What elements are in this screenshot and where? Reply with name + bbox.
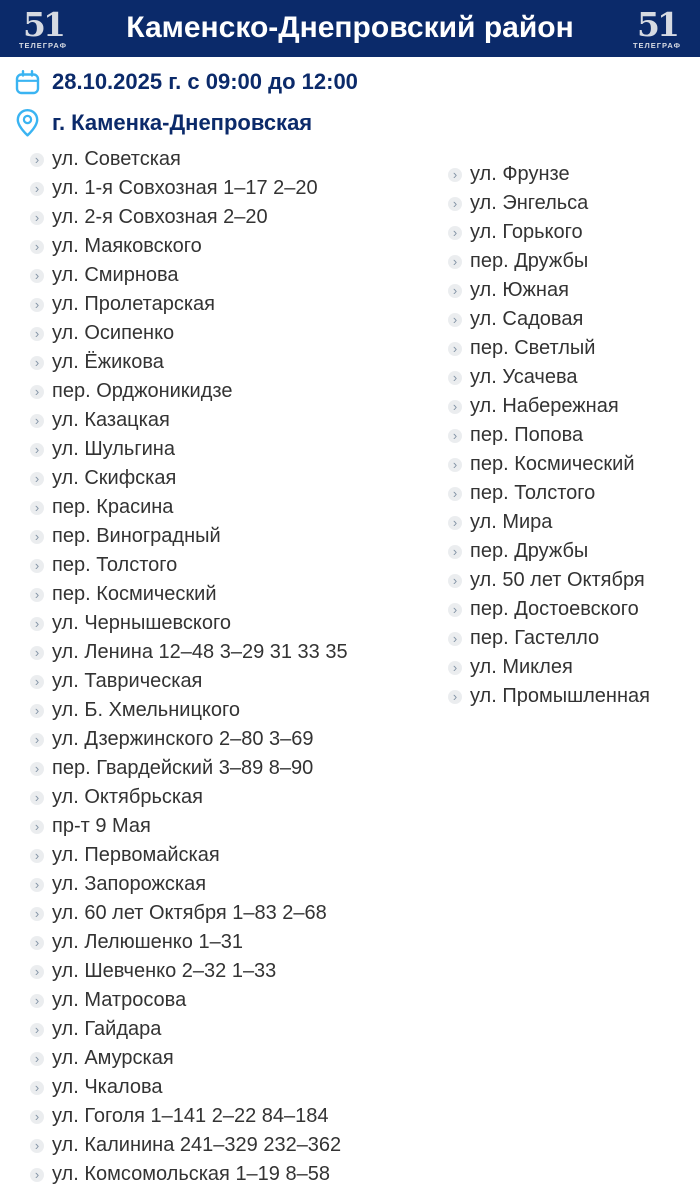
chevron-right-icon: ›: [30, 994, 44, 1008]
chevron-right-icon: ›: [448, 429, 462, 443]
street-item: [448, 624, 650, 653]
street-item: [30, 493, 448, 522]
street-item: [448, 479, 650, 508]
street-item: [30, 551, 448, 580]
street-item: [30, 870, 448, 899]
street-name: ул. Таврическая: [52, 670, 203, 692]
street-name: ул. Миклея: [470, 656, 573, 678]
street-item: [30, 609, 448, 638]
street-item: [448, 653, 650, 682]
street-item: [30, 667, 448, 696]
street-item: [30, 1102, 448, 1131]
chevron-right-icon: ›: [30, 646, 44, 660]
chevron-right-icon: ›: [30, 1139, 44, 1153]
street-item: [30, 290, 448, 319]
street-name: ул. Амурская: [52, 1047, 174, 1069]
street-name: ул. Осипенко: [52, 322, 175, 344]
chevron-right-icon: ›: [30, 182, 44, 196]
chevron-right-icon: ›: [30, 153, 44, 167]
street-name: ул. Лелюшенко 1–31: [52, 931, 243, 953]
street-name: пр-т 9 Мая: [52, 815, 151, 837]
telegraf-51-logo-icon: 51: [23, 5, 63, 45]
street-item: [448, 334, 650, 363]
chevron-right-icon: ›: [30, 356, 44, 370]
calendar-icon: [14, 69, 41, 96]
chevron-right-icon: ›: [30, 1052, 44, 1066]
page-title: Каменско-Днепровский район: [126, 10, 574, 44]
chevron-right-icon: ›: [30, 849, 44, 863]
chevron-right-icon: ›: [30, 269, 44, 283]
street-item: [30, 464, 448, 493]
street-name: пер. Космический: [52, 583, 217, 605]
street-item: [448, 421, 650, 450]
street-name: ул. Пролетарская: [52, 293, 215, 315]
street-item: [448, 595, 650, 624]
street-name: ул. Фрунзе: [470, 163, 570, 185]
telegraf-logo-label: ТЕЛЕГРАФ: [632, 41, 682, 51]
street-item: [448, 305, 650, 334]
chevron-right-icon: ›: [448, 487, 462, 501]
chevron-right-icon: ›: [30, 385, 44, 399]
street-name: ул. 50 лет Октября: [470, 569, 645, 591]
chevron-right-icon: ›: [448, 168, 462, 182]
street-name: ул. Шевченко 2–32 1–33: [52, 960, 277, 982]
schedule-info: [0, 69, 700, 138]
street-name: ул. 1-я Совхозная 1–17 2–20: [52, 177, 318, 199]
street-item: [30, 783, 448, 812]
chevron-right-icon: ›: [448, 545, 462, 559]
street-name: ул. 60 лет Октября 1–83 2–68: [52, 902, 327, 924]
date-row: [14, 69, 700, 95]
chevron-right-icon: ›: [30, 791, 44, 805]
location-pin-icon: [14, 108, 41, 138]
street-item: [448, 160, 650, 189]
street-name: ул. Матросова: [52, 989, 187, 1011]
chevron-right-icon: ›: [30, 211, 44, 225]
chevron-right-icon: ›: [30, 530, 44, 544]
street-item: [30, 348, 448, 377]
street-item: [30, 522, 448, 551]
telegraf-logo-left: [12, 7, 74, 50]
street-name: пер. Дружбы: [470, 250, 589, 272]
street-item: [30, 725, 448, 754]
chevron-right-icon: ›: [448, 313, 462, 327]
chevron-right-icon: ›: [448, 603, 462, 617]
telegraf-logo-right: [626, 7, 688, 50]
street-item: [30, 1044, 448, 1073]
chevron-right-icon: ›: [30, 501, 44, 515]
street-item: [30, 899, 448, 928]
street-item: [30, 232, 448, 261]
street-name: пер. Красина: [52, 496, 174, 518]
street-item: [30, 638, 448, 667]
street-item: [448, 363, 650, 392]
street-item: [30, 928, 448, 957]
street-name: ул. Ёжикова: [52, 351, 164, 373]
street-item: [448, 276, 650, 305]
street-name: ул. Горького: [470, 221, 583, 243]
street-name: пер. Виноградный: [52, 525, 221, 547]
chevron-right-icon: ›: [448, 197, 462, 211]
chevron-right-icon: ›: [30, 907, 44, 921]
chevron-right-icon: ›: [30, 414, 44, 428]
street-name: ул. Первомайская: [52, 844, 220, 866]
chevron-right-icon: ›: [448, 516, 462, 530]
street-item: [30, 580, 448, 609]
street-column-right: [448, 160, 650, 711]
street-item: [448, 566, 650, 595]
street-name: ул. Садовая: [470, 308, 584, 330]
chevron-right-icon: ›: [30, 820, 44, 834]
street-item: [30, 696, 448, 725]
street-item: [30, 1015, 448, 1044]
street-name: пер. Светлый: [470, 337, 596, 359]
chevron-right-icon: ›: [30, 443, 44, 457]
street-item: [448, 450, 650, 479]
street-item: [30, 1160, 448, 1189]
street-name: пер. Гастелло: [470, 627, 600, 649]
street-name: ул. Б. Хмельницкого: [52, 699, 240, 721]
street-name: ул. Гоголя 1–141 2–22 84–184: [52, 1105, 329, 1127]
street-item: [30, 406, 448, 435]
street-name: пер. Попова: [470, 424, 584, 446]
chevron-right-icon: ›: [30, 298, 44, 312]
chevron-right-icon: ›: [448, 458, 462, 472]
chevron-right-icon: ›: [30, 675, 44, 689]
street-item: [30, 841, 448, 870]
street-name: ул. Казацкая: [52, 409, 170, 431]
street-name: ул. Шульгина: [52, 438, 175, 460]
chevron-right-icon: ›: [30, 559, 44, 573]
street-name: ул. Южная: [470, 279, 569, 301]
chevron-right-icon: ›: [30, 588, 44, 602]
street-item: [30, 957, 448, 986]
chevron-right-icon: ›: [30, 733, 44, 747]
chevron-right-icon: ›: [448, 661, 462, 675]
street-item: [30, 145, 448, 174]
street-item: [30, 174, 448, 203]
chevron-right-icon: ›: [448, 400, 462, 414]
chevron-right-icon: ›: [30, 240, 44, 254]
street-name: ул. Энгельса: [470, 192, 589, 214]
street-name: ул. Комсомольская 1–19 8–58: [52, 1163, 330, 1185]
street-item: [448, 189, 650, 218]
chevron-right-icon: ›: [30, 1110, 44, 1124]
chevron-right-icon: ›: [448, 255, 462, 269]
street-name: ул. Мира: [470, 511, 553, 533]
street-name: ул. Гайдара: [52, 1018, 162, 1040]
chevron-right-icon: ›: [448, 632, 462, 646]
street-column-left: [30, 145, 448, 1189]
street-item: [30, 986, 448, 1015]
outage-datetime: 28.10.2025 г. с 09:00 до 12:00: [52, 69, 358, 94]
chevron-right-icon: ›: [30, 617, 44, 631]
street-name: пер. Дружбы: [470, 540, 589, 562]
street-item: [30, 319, 448, 348]
street-name: ул. Советская: [52, 148, 181, 170]
street-item: [448, 392, 650, 421]
street-name: пер. Толстого: [470, 482, 596, 504]
street-item: [448, 218, 650, 247]
street-item: [30, 435, 448, 464]
header-banner: [0, 0, 700, 57]
chevron-right-icon: ›: [448, 342, 462, 356]
street-name: пер. Гвардейский 3–89 8–90: [52, 757, 314, 779]
chevron-right-icon: ›: [30, 704, 44, 718]
chevron-right-icon: ›: [448, 574, 462, 588]
street-item: [30, 812, 448, 841]
street-name: ул. Запорожская: [52, 873, 207, 895]
street-name: ул. Ленина 12–48 3–29 31 33 35: [52, 641, 348, 663]
street-name: ул. Смирнова: [52, 264, 179, 286]
chevron-right-icon: ›: [30, 472, 44, 486]
street-item: [30, 1131, 448, 1160]
chevron-right-icon: ›: [448, 226, 462, 240]
telegraf-logo-label: ТЕЛЕГРАФ: [18, 41, 68, 51]
street-item: [448, 247, 650, 276]
street-name: ул. Чернышевского: [52, 612, 231, 634]
street-name: ул. Скифская: [52, 467, 177, 489]
street-name: ул. Промышленная: [470, 685, 650, 707]
street-item: [30, 203, 448, 232]
telegraf-51-logo-icon: 51: [637, 5, 677, 45]
chevron-right-icon: ›: [30, 936, 44, 950]
chevron-right-icon: ›: [30, 1081, 44, 1095]
street-item: [448, 682, 650, 711]
street-item: [30, 754, 448, 783]
chevron-right-icon: ›: [448, 371, 462, 385]
street-name: ул. Дзержинского 2–80 3–69: [52, 728, 314, 750]
street-name: ул. Чкалова: [52, 1076, 163, 1098]
chevron-right-icon: ›: [30, 762, 44, 776]
chevron-right-icon: ›: [30, 1023, 44, 1037]
chevron-right-icon: ›: [448, 690, 462, 704]
chevron-right-icon: ›: [30, 878, 44, 892]
street-item: [30, 377, 448, 406]
street-name: ул. 2-я Совхозная 2–20: [52, 206, 268, 228]
street-name: пер. Толстого: [52, 554, 178, 576]
street-name: пер. Достоевского: [470, 598, 639, 620]
street-item: [30, 1073, 448, 1102]
chevron-right-icon: ›: [30, 327, 44, 341]
chevron-right-icon: ›: [30, 1168, 44, 1182]
chevron-right-icon: ›: [30, 965, 44, 979]
street-name: ул. Маяковского: [52, 235, 202, 257]
street-name: ул. Набережная: [470, 395, 619, 417]
street-item: [448, 537, 650, 566]
street-item: [30, 261, 448, 290]
street-name: ул. Октябрьская: [52, 786, 204, 808]
street-name: ул. Калинина 241–329 232–362: [52, 1134, 342, 1156]
location-name: г. Каменка-Днепровская: [52, 110, 313, 135]
location-row: [14, 108, 700, 138]
street-item: [448, 508, 650, 537]
street-name: пер. Орджоникидзе: [52, 380, 233, 402]
street-name: пер. Космический: [470, 453, 635, 475]
chevron-right-icon: ›: [448, 284, 462, 298]
street-name: ул. Усачева: [470, 366, 578, 388]
street-lists: [0, 145, 700, 1189]
